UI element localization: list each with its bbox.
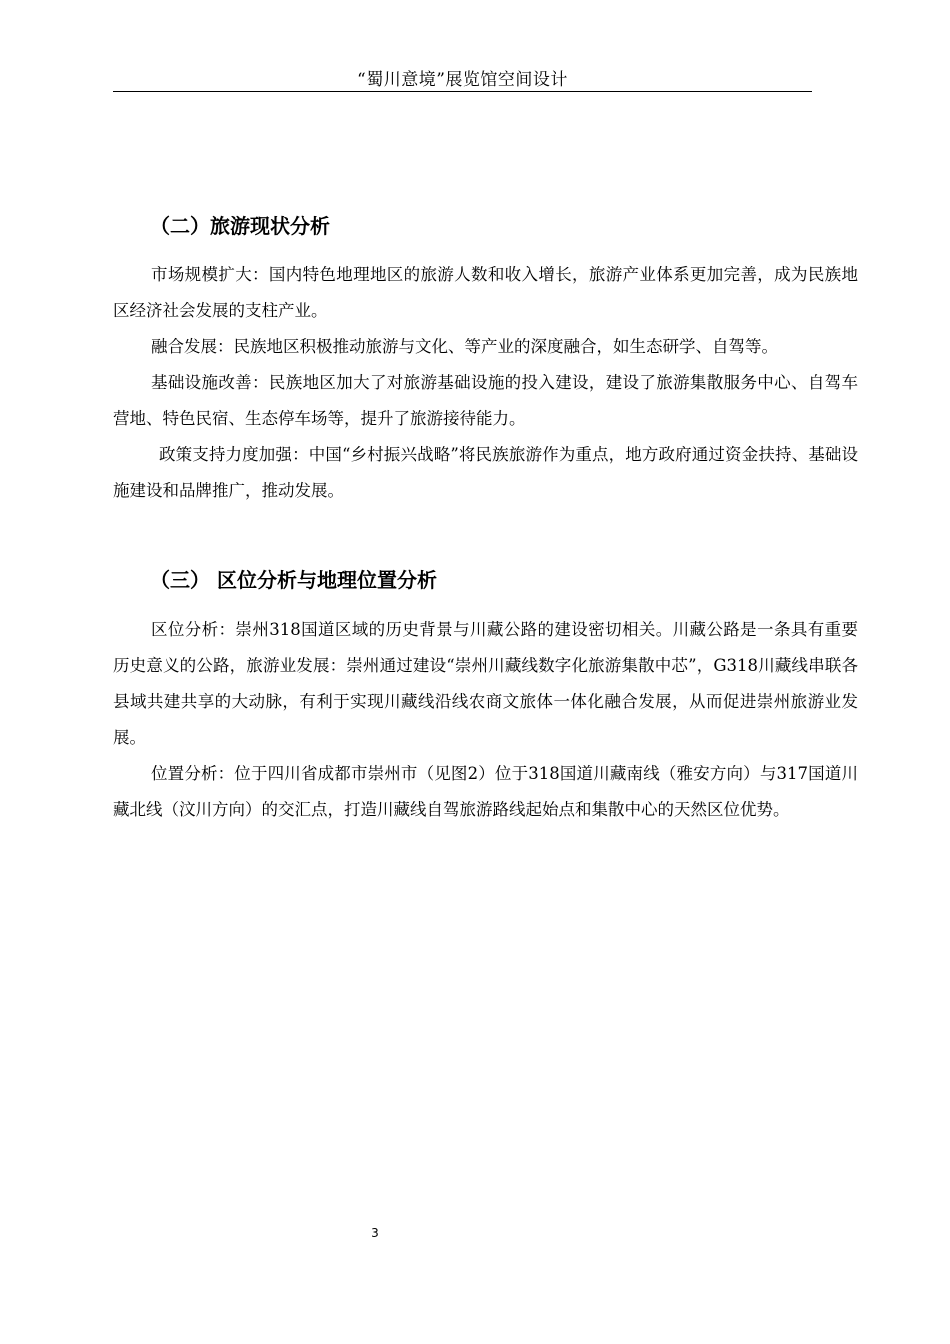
header-divider (113, 91, 812, 92)
paragraph-market-scale: 市场规模扩大：国内特色地理地区的旅游人数和收入增长，旅游产业体系更加完善，成为民族地区经济社会发展的支柱产业。 (113, 265, 858, 320)
paragraph-infrastructure: 基础设施改善：民族地区加大了对旅游基础设施的投入建设，建设了旅游集散服务中心、自驾车营地、特色民宿、生态停车场等，提升了旅游接待能力。 (113, 373, 858, 428)
running-header-title: “蜀川意境”展览馆空间设计 (357, 70, 568, 90)
paragraph-integrated-development: 融合发展：民族地区积极推动旅游与文化、等产业的深度融合，如生态研学、自驾等。 (151, 337, 778, 356)
paragraph-regional-analysis: 区位分析：崇州318国道区域的历史背景与川藏公路的建设密切相关。川藏公路是一条具有重要历史意义的公路，旅游业发展：崇州通过建设“崇州川藏线数字化旅游集散中芯”，G318川藏线串联各县域共建共享的大动脉，有利于实现川藏线沿线农商文旅体一体化融合发展，从而促进崇州旅游业发展。 (113, 620, 858, 747)
section-body-tourism-status (113, 257, 858, 509)
section-heading-tourism-status: （二）旅游现状分析 (150, 214, 330, 238)
page-number: 3 (371, 1226, 379, 1240)
section-body-location-analysis (113, 612, 858, 828)
paragraph-position-analysis: 位置分析：位于四川省成都市崇州市（见图2）位于318国道川藏南线（雅安方向）与317国道川藏北线（汶川方向）的交汇点，打造川藏线自驾旅游路线起始点和集散中心的天然区位优势。 (113, 764, 858, 819)
section-heading-location-analysis: （三） 区位分析与地理位置分析 (150, 568, 437, 592)
paragraph-policy-support: 政策支持力度加强：中国“乡村振兴战略”将民族旅游作为重点，地方政府通过资金扶持、基础设施建设和品牌推广，推动发展。 (113, 445, 858, 500)
